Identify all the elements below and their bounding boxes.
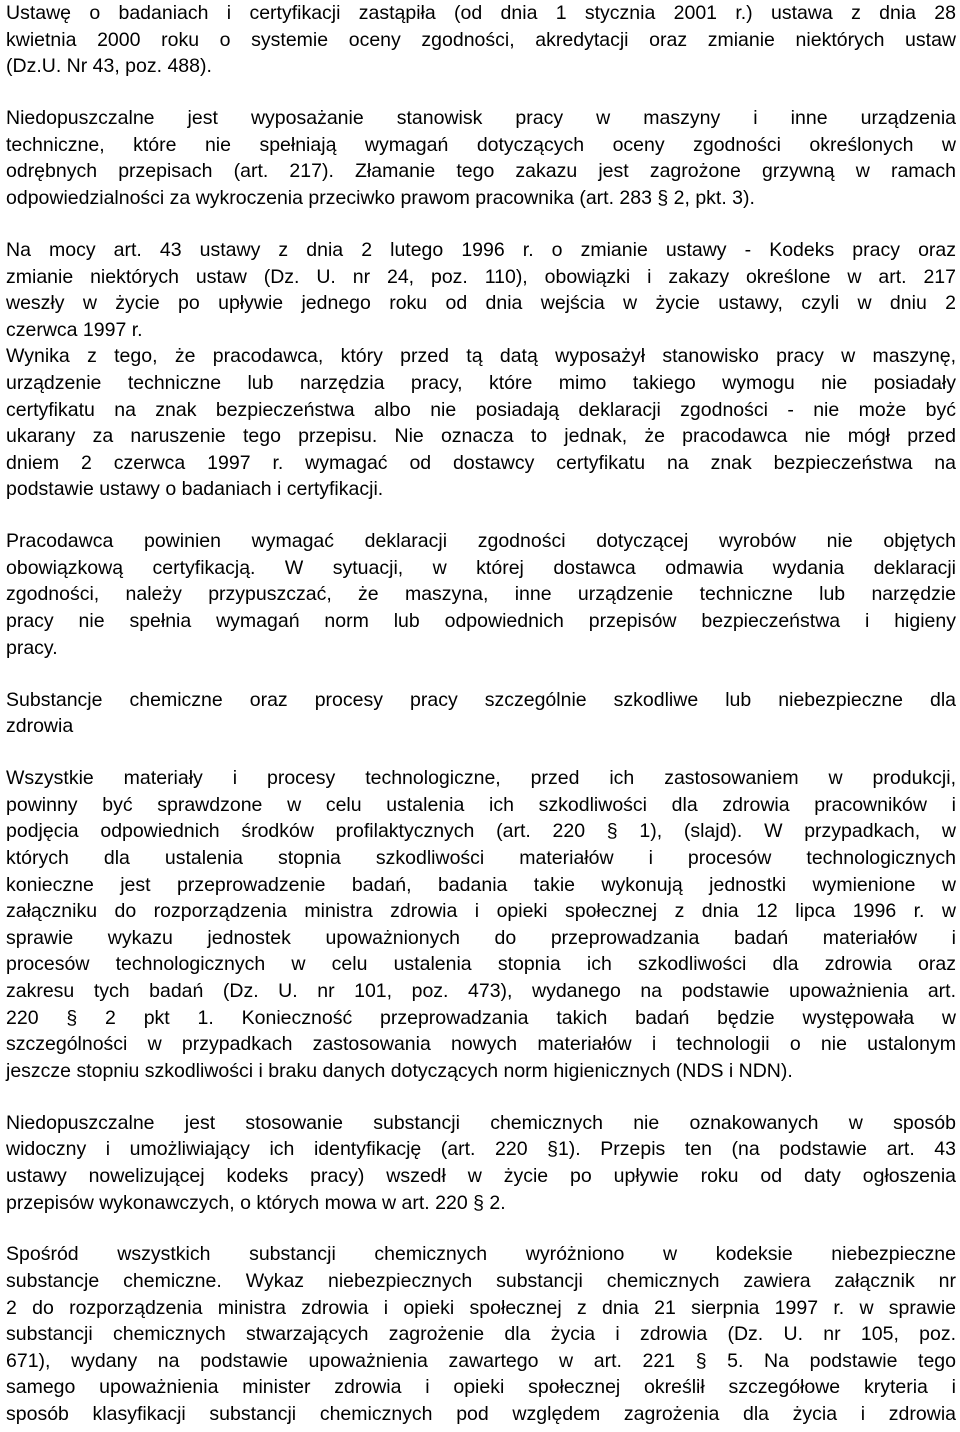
paragraph-declaration-of-conformity — [6, 528, 956, 661]
text-line: pracy nie spełnia wymagań norm lub odpowiednich przepisów bezpieczeństwa i higieny — [6, 610, 956, 633]
text-line: pracy. — [6, 636, 58, 659]
text-line: 220 § 2 pkt 1. Konieczność przeprowadzania takich badań będzie występowała w — [6, 1006, 956, 1029]
text-line: przepisów wykonawczych, o których mowa w art. 220 § 2. — [6, 1191, 506, 1214]
text-line: techniczne, które nie spełniają wymagań dotyczących oceny zgodności określonych w — [6, 133, 956, 156]
section-heading-chemical-substances — [6, 687, 956, 740]
text-line: Na mocy art. 43 ustawy z dnia 2 lutego 1996 r. o zmianie ustawy - Kodeks pracy oraz — [6, 238, 956, 261]
text-line: odpowiedzialności za wykroczenia przeciwko prawom pracownika (art. 283 § 2, pkt. 3). — [6, 186, 755, 209]
text-line: zdrowia — [6, 715, 74, 738]
text-line: Niedopuszczalne jest wyposażanie stanowisk pracy w maszyny i inne urządzenia — [6, 107, 956, 130]
text-line: szczególności w przypadkach zastosowania nowych materiałów i technologii o nie ustalonym — [6, 1033, 956, 1056]
paragraph-labour-code-amendment — [6, 237, 956, 503]
text-line: (Dz.U. Nr 43, poz. 488). — [6, 55, 212, 78]
text-line: Wynika z tego, że pracodawca, który przed tą datą wyposażył stanowisko pracy w maszynę, — [6, 345, 956, 368]
text-line: urządzenie techniczne lub narzędzia pracy, które mimo takiego wymogu nie posiadały — [6, 371, 956, 394]
text-line: certyfikatu na znak bezpieczeństwa albo nie posiadają deklaracji zgodności - nie może być — [6, 398, 956, 421]
text-line: podstawie ustawy o badaniach i certyfikacji. — [6, 478, 384, 501]
text-line: załączniku do rozporządzenia ministra zdrowia i opieki społecznej z dnia 12 lipca 1996 r. w — [6, 900, 956, 923]
paragraph-substance-labelling — [6, 1110, 956, 1216]
text-line: procesów technologicznych w celu ustalenia stopnia ich szkodliwości dla zdrowia oraz — [6, 953, 956, 976]
paragraph-gap — [6, 661, 956, 686]
paragraph-dangerous-substances — [6, 1241, 956, 1427]
text-line: kwietnia 2000 roku o systemie oceny zgodności, akredytacji oraz zmianie niektórych ustaw — [6, 28, 956, 51]
text-line: Niedopuszczalne jest stosowanie substancji chemicznych nie oznakowanych w sposób — [6, 1111, 956, 1134]
text-line: zgodności, należy przypuszczać, że maszyna, inne urządzenie techniczne lub narzędzie — [6, 583, 956, 606]
text-line: widoczny i umożliwiający ich identyfikację (art. 220 §1). Przepis ten (na podstawie art. 43 — [6, 1138, 956, 1161]
text-line: samego upoważnienia minister zdrowia i opieki społecznej określił szczegółowe kryteria i — [6, 1376, 956, 1399]
paragraph-materials-testing — [6, 765, 956, 1084]
text-line: Ustawę o badaniach i certyfikacji zastąpiła (od dnia 1 stycznia 2001 r.) ustawa z dnia 28 — [6, 2, 956, 24]
text-line: których dla ustalenia stopnia szkodliwości materiałów i procesów technologicznych — [6, 846, 956, 869]
text-line: Spośród wszystkich substancji chemicznych wyróżniono w kodeksie niebezpieczne — [6, 1243, 956, 1266]
text-line: zakresu tych badań (Dz. U. nr 101, poz. 473), wydanego na podstawie upoważnienia art. — [6, 979, 956, 1002]
text-line: weszły w życie po upływie jednego roku od dnia wejścia w życie ustawy, czyli w dniu 2 — [6, 292, 956, 315]
text-line: podjęcia odpowiednich środków profilaktycznych (art. 220 § 1), (slajd). W przypadkach, w — [6, 820, 956, 843]
text-line: sposób klasyfikacji substancji chemicznych pod względem zagrożenia dla życia i zdrowia — [6, 1403, 956, 1426]
text-line: substancje chemiczne. Wykaz niebezpiecznych substancji chemicznych zawiera załącznik nr — [6, 1270, 956, 1293]
paragraph-gap — [6, 80, 956, 105]
text-line: konieczne jest przeprowadzenie badań, badania takie wykonują jednostki wymienione w — [6, 873, 956, 896]
text-line: jeszcze stopniu szkodliwości i braku danych dotyczących norm higienicznych (NDS i NDN). — [6, 1059, 793, 1082]
text-line: dniem 2 czerwca 1997 r. wymagać od dostawcy certyfikatu na znak bezpieczeństwa na — [6, 451, 956, 474]
text-line: odrębnych przepisach (art. 217). Złamanie tego zakazu jest zagrożone grzywną w ramach — [6, 160, 956, 183]
text-line: Pracodawca powinien wymagać deklaracji zgodności dotyczącej wyrobów nie objętych — [6, 530, 956, 553]
paragraph-gap — [6, 1084, 956, 1109]
paragraph-gap — [6, 212, 956, 237]
text-line: zmianie niektórych ustaw (Dz. U. nr 24, poz. 110), obowiązki i zakazy określone w art. 217 — [6, 265, 956, 288]
text-line: 671), wydany na podstawie upoważnienia zawartego w art. 221 § 5. Na podstawie tego — [6, 1349, 956, 1372]
paragraph-gap — [6, 740, 956, 765]
text-line: powinny być sprawdzone w celu ustalenia ich szkodliwości dla zdrowia pracowników i — [6, 793, 956, 816]
paragraph-workstation-equipment — [6, 105, 956, 211]
text-line: ukarany za naruszenie tego przepisu. Nie oznacza to jednak, że pracodawca nie mógł przed — [6, 425, 956, 448]
text-line: 2 do rozporządzenia ministra zdrowia i opieki społecznej z dnia 21 sierpnia 1997 r. w sprawie — [6, 1296, 956, 1319]
text-line: sprawie wykazu jednostek upoważnionych do przeprowadzania badań materiałów i — [6, 926, 956, 949]
paragraph-gap — [6, 1216, 956, 1241]
text-line: substancji chemicznych stwarzających zagrożenie dla życia i zdrowia (Dz. U. nr 105, poz. — [6, 1323, 956, 1346]
text-line: obowiązkową certyfikacją. W sytuacji, w której dostawca odmawia wydania deklaracji — [6, 556, 956, 579]
text-line: ustawy nowelizującej kodeks pracy) wszedł w życie po upływie roku od daty ogłoszenia — [6, 1164, 956, 1187]
text-line: czerwca 1997 r. — [6, 318, 143, 341]
paragraph-certification-act — [6, 0, 956, 80]
text-line: Wszystkie materiały i procesy technologiczne, przed ich zastosowaniem w produkcji, — [6, 767, 956, 790]
text-line: Substancje chemiczne oraz procesy pracy szczególnie szkodliwe lub niebezpieczne dla — [6, 688, 956, 711]
paragraph-gap — [6, 503, 956, 528]
